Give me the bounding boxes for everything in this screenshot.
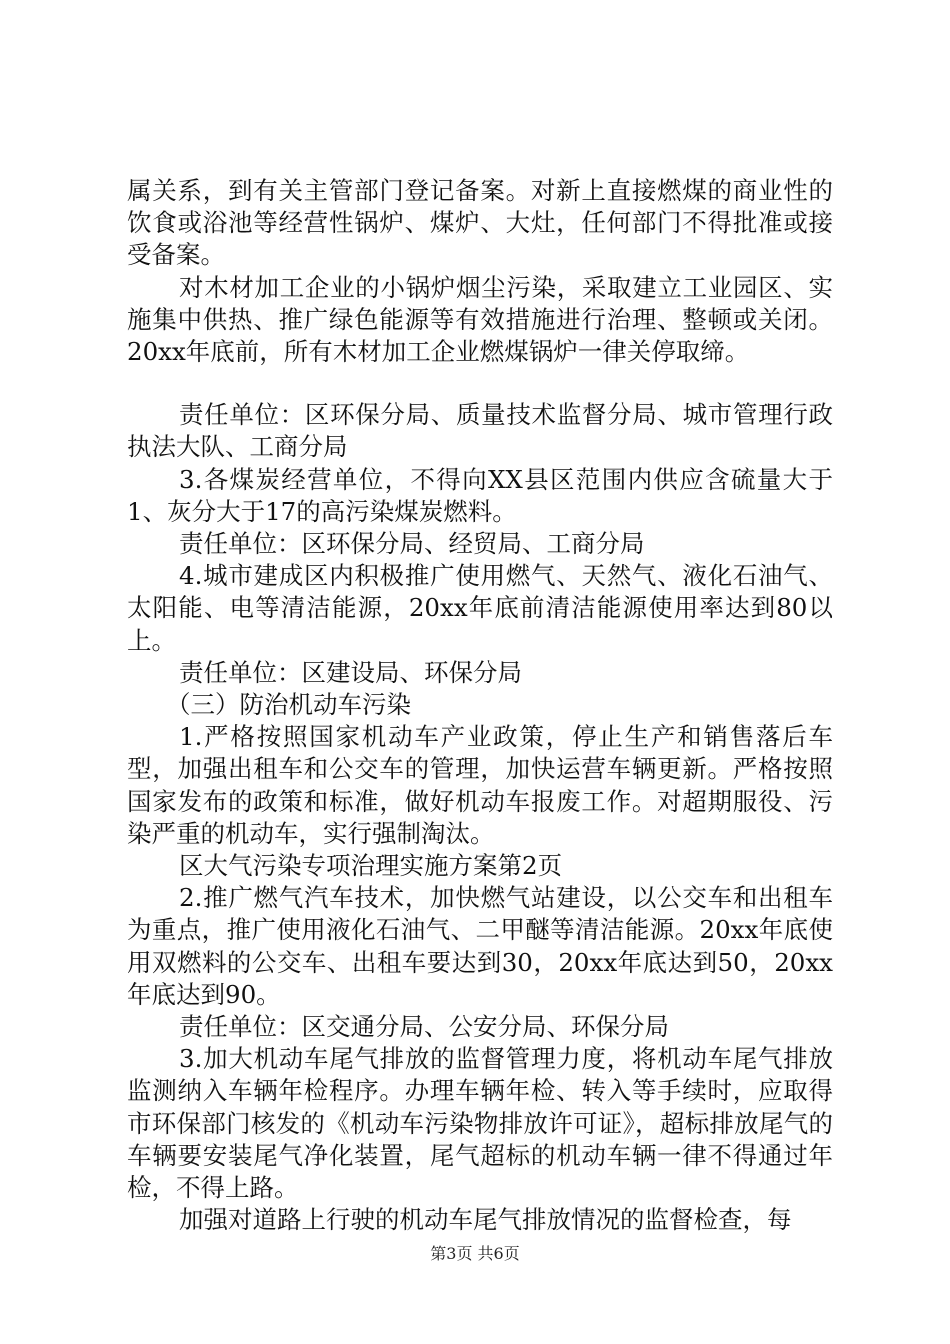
paragraph-gap	[127, 368, 833, 399]
paragraph-page-reference: 区大气污染专项治理实施方案第2页	[179, 851, 563, 881]
document-body	[127, 175, 833, 1237]
paragraph-item-1-vehicle-policy: 1.严格按照国家机动车产业政策，停止生产和销售落后车型，加强出租车和公交车的管理，加快运营车辆更新。严格按照国家发布的政策和标准，做好机动车报废工作。对超期服役、污染严重的机动车，实行强制淘汰。	[127, 722, 833, 848]
paragraph-boiler-registration: 属关系，到有关主管部门登记备案。对新上直接燃煤的商业性的饮食或浴池等经营性锅炉、煤炉、大灶，任何部门不得批准或接受备案。	[127, 176, 833, 270]
paragraph-responsible-units-1: 责任单位：区环保分局、质量技术监督分局、城市管理行政执法大队、工商分局	[127, 400, 833, 462]
paragraph-wood-processing: 对木材加工企业的小锅炉烟尘污染，采取建立工业园区、实施集中供热、推广绿色能源等有效措施进行治理、整顿或关闭。20xx年底前，所有木材加工企业燃煤锅炉一律关停取缔。	[127, 272, 833, 367]
paragraph-item-3-coal: 3.各煤炭经营单位，不得向XX县区范围内供应含硫量大于1、灰分大于17的高污染煤炭燃料。	[127, 464, 833, 526]
page-footer: 第3页 共6页	[430, 1244, 520, 1263]
paragraph-item-3-exhaust: 3.加大机动车尾气排放的监督管理力度，将机动车尾气排放监测纳入车辆年检程序。办理车辆年检、转入等手续时，应取得市环保部门核发的《机动车污染物排放许可证》，超标排放尾气的车辆要安装尾气净化装置，尾气超标的机动车辆一律不得通过年检，不得上路。	[127, 1044, 833, 1203]
paragraph-item-2-gas-vehicles: 2.推广燃气汽车技术，加快燃气站建设，以公交车和出租车为重点，推广使用液化石油气、二甲醚等清洁能源。20xx年底使用双燃料的公交车、出租车要达到30，20xx年底达到50，20xx年底达到90。	[127, 883, 833, 1009]
paragraph-responsible-units-2: 责任单位：区环保分局、经贸局、工商分局	[179, 529, 645, 559]
paragraph-responsible-units-4: 责任单位：区交通分局、公安分局、环保分局	[179, 1012, 669, 1042]
paragraph-responsible-units-3: 责任单位：区建设局、环保分局	[179, 657, 522, 687]
paragraph-item-4-clean-energy: 4.城市建成区内积极推广使用燃气、天然气、液化石油气、太阳能、电等清洁能源，20xx年底前清洁能源使用率达到80以上。	[127, 561, 833, 655]
section-heading-vehicle-pollution: （三）防治机动车污染	[166, 690, 411, 720]
paragraph-road-inspection: 加强对道路上行驶的机动车尾气排放情况的监督检查，每	[179, 1205, 792, 1235]
